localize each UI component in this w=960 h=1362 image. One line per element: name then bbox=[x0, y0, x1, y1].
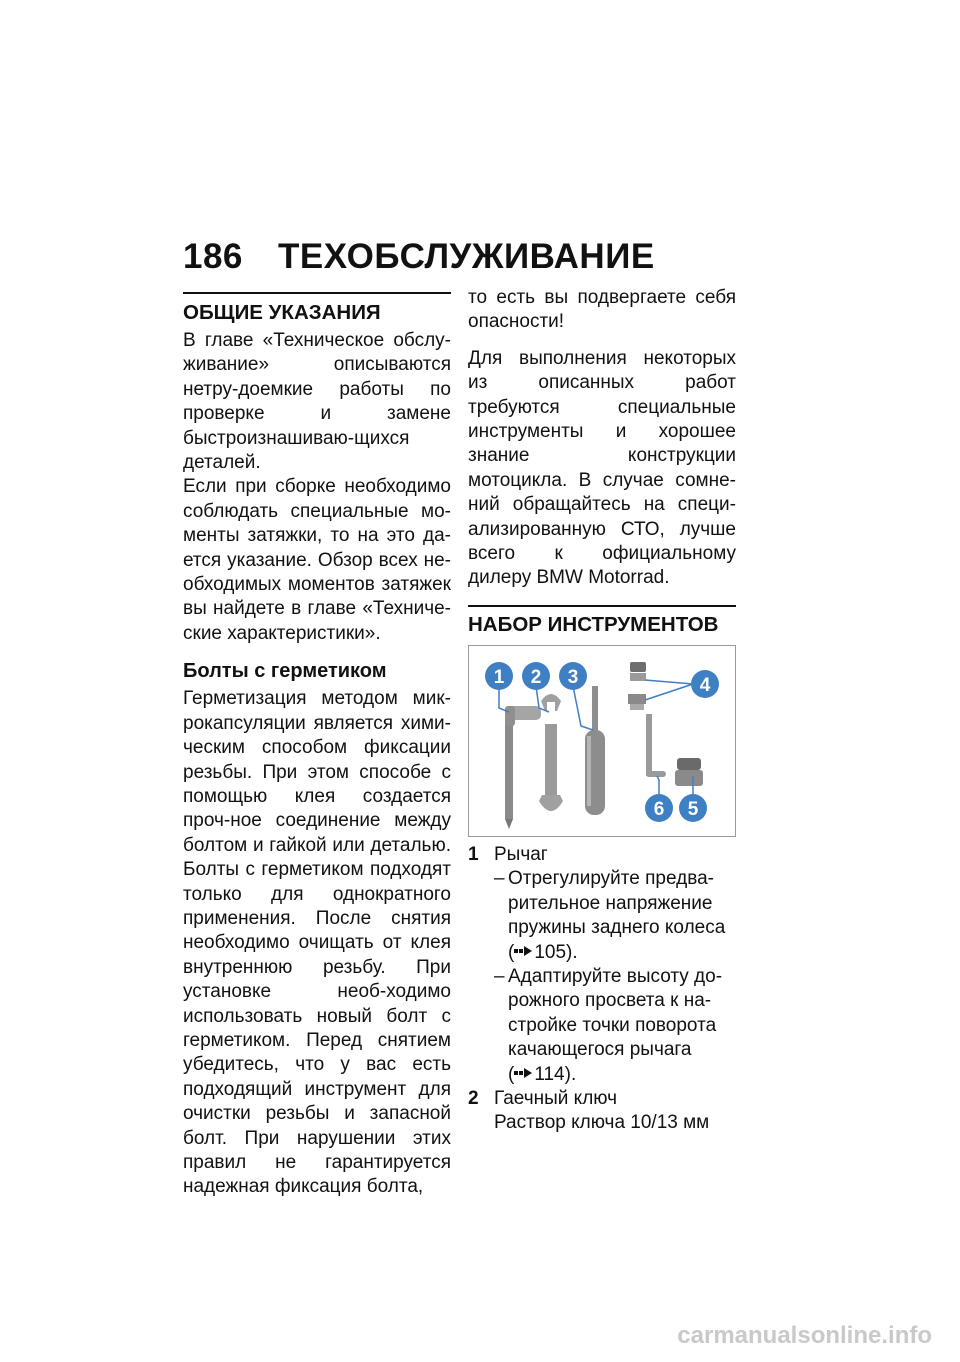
item-detail: Раствор ключа 10/13 мм bbox=[494, 1112, 710, 1134]
callout-6 bbox=[645, 794, 673, 822]
list-item bbox=[468, 1087, 736, 1136]
paragraph-special-tools: Для выполнения некоторых из описанных работ требуются специальные инструменты и хорошее знание конструкции мотоцикла. В случае сомне-ний обращайтесь на специ-ализированную СТО, лучше всего к официальному дилеру BMW Motorrad. bbox=[468, 347, 736, 589]
item-title: Рычаг bbox=[494, 843, 548, 865]
sub-item: – Отрегулируйте предва-рительное напряжение пружины заднего колеса ( 105). bbox=[494, 868, 726, 963]
section-rule bbox=[468, 605, 736, 607]
toolkit-figure bbox=[468, 645, 736, 837]
svg-text:5: 5 bbox=[687, 798, 699, 820]
sub-item: – Адаптируйте высоту до-рожного просвета к на-стройке точки поворота качающегося рычага ( 114). bbox=[494, 965, 723, 1085]
right-column bbox=[468, 286, 736, 1136]
lever-icon bbox=[505, 706, 541, 829]
page-reference-link[interactable]: 114). bbox=[534, 1063, 577, 1085]
bits-icon bbox=[628, 662, 646, 710]
svg-text:2: 2 bbox=[530, 666, 542, 688]
tool-list bbox=[468, 843, 736, 1136]
svg-text:6: 6 bbox=[653, 798, 665, 820]
svg-text:4: 4 bbox=[699, 674, 711, 696]
page-header bbox=[183, 237, 655, 277]
page-number: 186 bbox=[183, 237, 243, 276]
wrench-icon bbox=[539, 694, 563, 811]
paragraph-torque: Если при сборке необходимо соблюдать специальные мо-менты затяжки, то на это да-ется указание. Обзор всех не-обходимых моментов затяжек вы найдете в главе «Техниче-ские характеристики». bbox=[183, 476, 451, 644]
page-reference-arrow-icon bbox=[514, 945, 532, 957]
subheading-sealant-bolts: Болты с герметиком bbox=[183, 660, 387, 683]
section-title-toolkit: НАБОР ИНСТРУМЕНТОВ bbox=[468, 612, 719, 636]
page-reference-arrow-icon bbox=[514, 1067, 532, 1079]
left-column bbox=[183, 292, 451, 1200]
paragraph-sealant: Герметизация методом мик-рокапсуляции является хими-ческим способом фиксации резьбы. При этом способе с помощью клея создается проч-ное соединение между болтом и гайкой или деталью. Болты с герметиком подходят только для однократного применения. После снятия необходимо очищать от клея внутреннюю резьбу. При установке необ-ходимо использовать новый болт с герметиком. Перед снятием убедитесь, что у вас есть подходящий инструмент для очистки резьбы и запасной болт. При нарушении этих правил не гарантируется надежная фиксация болта, bbox=[183, 688, 451, 1198]
page-title: ТЕХОБСЛУЖИВАНИЕ bbox=[278, 237, 655, 276]
screwdriver-icon bbox=[585, 686, 605, 815]
section-title-general: ОБЩИЕ УКАЗАНИЯ bbox=[183, 301, 381, 324]
allen-key-icon bbox=[646, 714, 666, 777]
callout-4 bbox=[691, 670, 719, 698]
item-title: Гаечный ключ bbox=[494, 1087, 618, 1109]
item-number: 1 bbox=[468, 843, 479, 865]
paragraph-continuation: то есть вы подвергаете себя опасности! bbox=[468, 287, 736, 333]
sub-item-text: Отрегулируйте предва-рительное напряжение пружины заднего колеса bbox=[508, 868, 726, 939]
section-rule bbox=[183, 292, 451, 294]
svg-text:1: 1 bbox=[493, 666, 505, 688]
callout-1 bbox=[485, 662, 513, 690]
watermark: carmanualsonline.info bbox=[677, 1322, 932, 1349]
callout-5 bbox=[679, 794, 707, 822]
paragraph-intro: В главе «Техническое обслу-живание» описываются нетру-доемкие работы по проверке и замене быстроизнашиваю-щихся деталей. bbox=[183, 330, 451, 474]
item-number: 2 bbox=[468, 1087, 479, 1109]
sub-item-text: Адаптируйте высоту до-рожного просвета к на-стройке точки поворота качающегося рычага bbox=[508, 965, 723, 1061]
list-item bbox=[468, 843, 736, 867]
svg-text:3: 3 bbox=[567, 666, 579, 688]
toolkit-illustration bbox=[469, 646, 735, 836]
callout-3 bbox=[559, 662, 587, 690]
socket-icon bbox=[675, 758, 703, 786]
page-reference-link[interactable]: 105). bbox=[534, 941, 578, 963]
callout-2 bbox=[522, 662, 550, 690]
